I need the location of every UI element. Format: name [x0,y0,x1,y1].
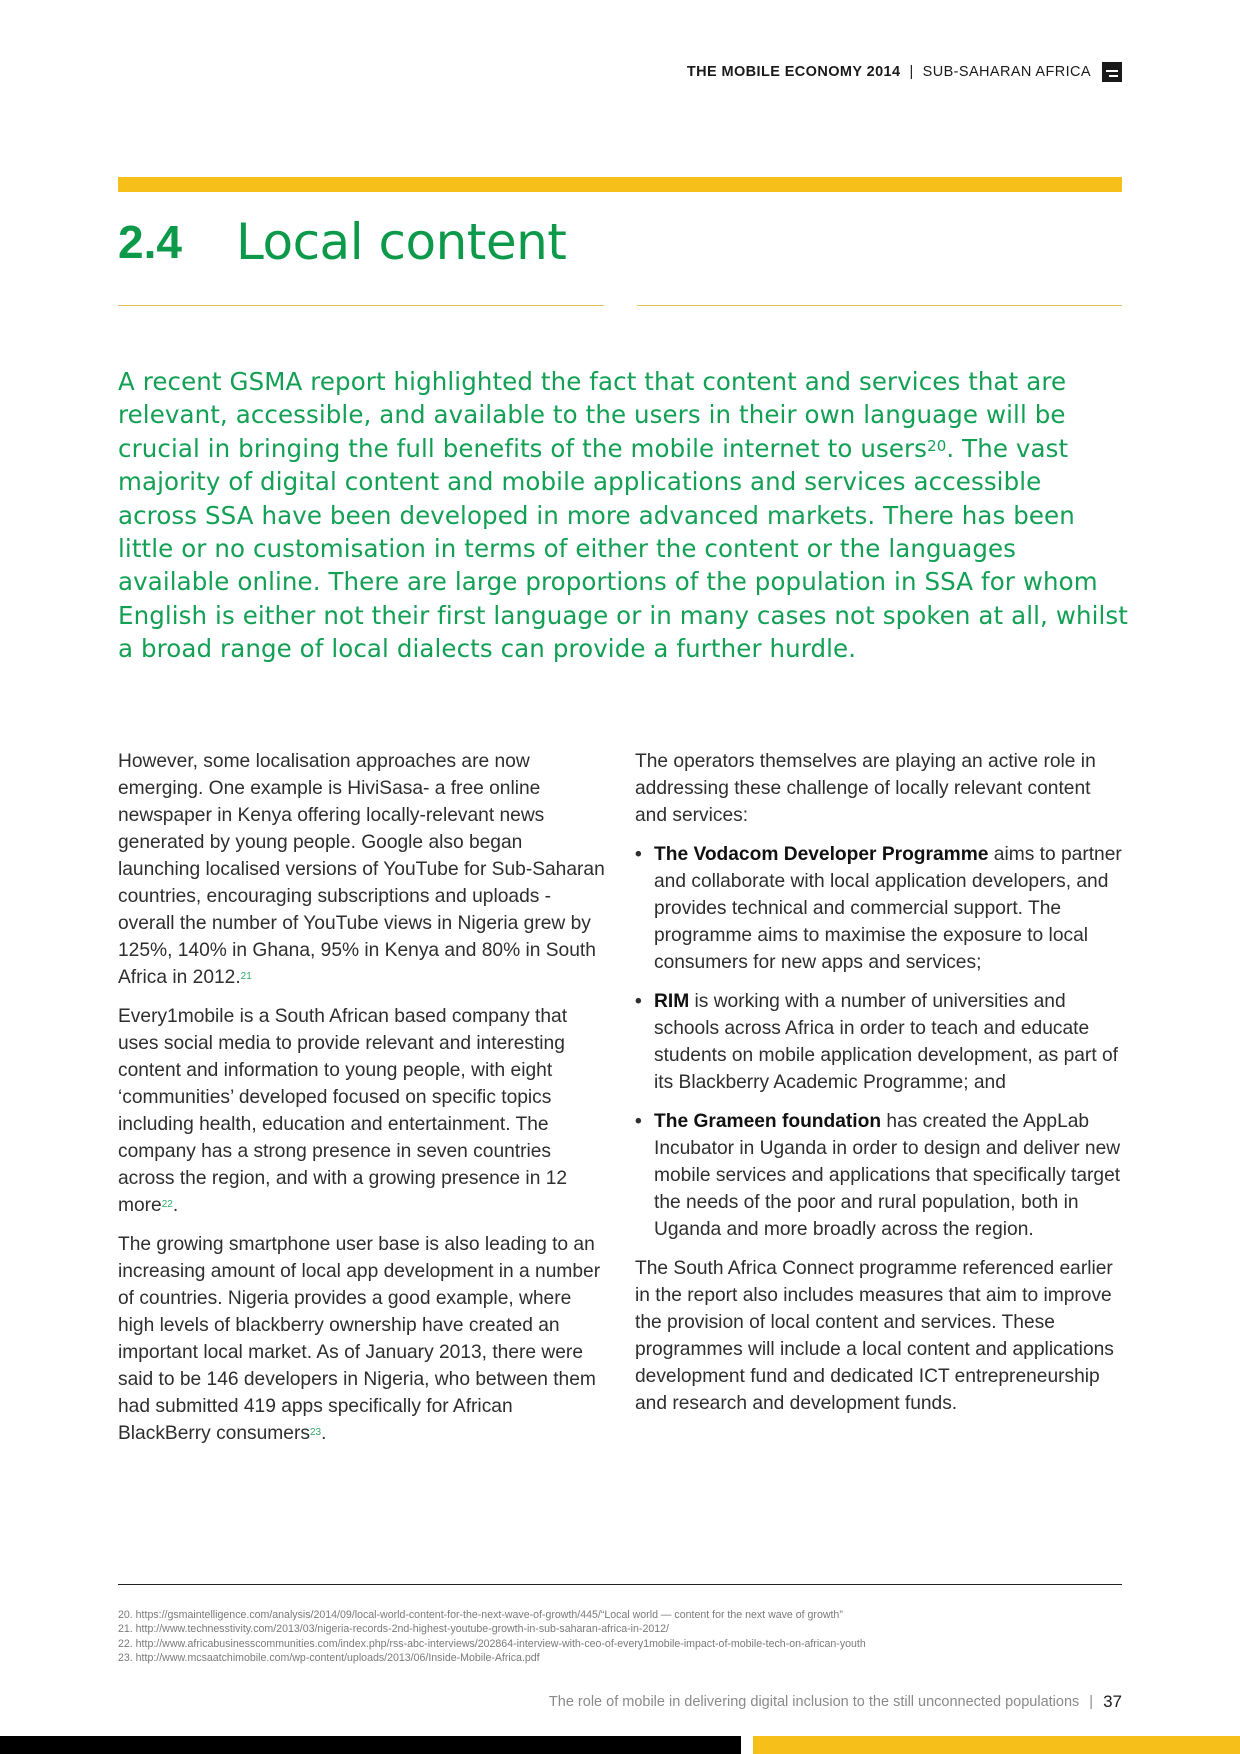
body-paragraph: However, some localisation approaches are now emerging. One example is HiviSasa- a free online newspaper in Kenya offering locally-relevant news generated by young people. Google also began launching localised versions of YouTube for Sub-Saharan countries, encouraging subscriptions and uploads - overall the number of YouTube views in Nigeria grew by 125%, 140% in Ghana, 95% in Kenya and 80% in South Africa in 2012.21 [118,751,605,988]
section-heading [118,212,566,272]
footnote-ref-20[interactable]: 20 [927,436,947,455]
footnote-22[interactable]: 22. http://www.africabusinesscommunities.com/index.php/rss-abc-interviews/202864-interview-with-ceo-of-every1mobile-impact-of-mobile-tech-on-african-youth [118,1637,866,1650]
gsma-logo-icon [1102,62,1122,82]
footnotes [118,1608,1122,1666]
page-number: 37 [1103,1692,1122,1711]
footnote-23[interactable]: 23. http://www.mcsaatchimobile.com/wp-content/uploads/2013/06/Inside-Mobile-Africa.pdf [118,1652,540,1665]
footnote-ref-21[interactable]: 21 [240,971,252,982]
footnote-ref-22[interactable]: 22 [161,1199,173,1210]
bullet-icon: • [635,991,642,1012]
footnote-20[interactable]: 20. https://gsmaintelligence.com/analysis/2014/09/local-world-content-for-the-next-wave-of-growth/445/“Local world — content for the next wave of growth” [118,1609,843,1621]
body-paragraph: The growing smartphone user base is also leading to an increasing amount of local app development in a number of countries. Nigeria provides a good example, where high levels of blackberry ownership have created an important local market. As of January 2013, there were said to be 146 developers in Nigeria, who between them had submitted 419 apps specifically for African BlackBerry consumers$^{23}$. [118,1234,601,1444]
list-item: • The Grameen foundation has created the AppLab Incubator in Uganda in order to design and deliver new mobile services and applications that specifically target the needs of the poor and rural population, both in Uganda and more broadly across the region. [635,1108,1127,1243]
footer-text: The role of mobile in delivering digital inclusion to the still unconnected populations [548,1694,1080,1710]
intro-paragraph: A recent GSMA report highlighted the fact that content and services that are relevant, accessible, and available to the users in their own language will be crucial in bringing the full benefits of the mobile internet to users$^{20}$. The vast majority of digital content and mobile applications and services accessible across SSA have been developed in more advanced markets. There has been little or no customisation in terms of either the content or the languages available online. There are large proportions of the population in SSA for whom English is either not their first language or in many cases not spoken at all, whilst a broad range of local dialects can provide a further hurdle. [118,367,1128,664]
body-paragraph: The South Africa Connect programme referenced earlier in the report also includes measures that aim to improve the provision of local content and services. These programmes will include a local content and applications development fund and dedicated ICT entrepreneurship and research and development funds. [635,1258,1114,1414]
list-item: • The Vodacom Developer Programme aims to partner and collaborate with local application developers, and provides technical and commercial support. The programme aims to maximise the exposure to local consumers for new apps and services; [635,841,1127,976]
footnote-ref-23[interactable]: 23 [309,1427,322,1438]
bullet-icon: • [635,844,642,865]
bullet-icon: • [635,1111,642,1132]
right-column [635,748,1127,1429]
footnote-21[interactable]: 21. http://www.technesstivity.com/2013/03/nigeria-records-2nd-highest-youtube-growth-in-sub-saharan-africa-in-2012/ [118,1623,669,1636]
body-paragraph: Every1mobile is a South African based company that uses social media to provide relevant and interesting content and information to young people, with eight ‘communities’ developed focused on specific topics including health, education and entertainment. The company has a strong presence in seven countries across the region, and with a growing presence in 12 more$^{22}$. [118,1006,568,1216]
page-footer [549,1692,1122,1712]
section-number: 2.4 [118,216,182,268]
bullet-list [635,841,1127,1243]
heading-divider-left [118,305,604,306]
footer-bar-black [0,1736,741,1754]
left-column [118,748,608,1459]
heading-divider-right [637,305,1122,306]
section-accent-bar [118,177,1122,192]
section-title: Local content [236,213,567,271]
list-item: • RIM is working with a number of universities and schools across Africa in order to teach and educate students on mobile application development, as part of its Blackberry Academic Programme; and [635,988,1127,1096]
footer-bar-yellow [753,1736,1240,1754]
header-separator: | [909,64,914,80]
footer-separator: | [1089,1694,1094,1710]
running-header [687,62,1122,82]
body-paragraph: The operators themselves are playing an active role in addressing these challenge of locally relevant content and services: [635,751,1096,826]
footnote-divider [118,1584,1122,1585]
region-label: SUB-SAHARAN AFRICA [922,64,1091,80]
publication-title: THE MOBILE ECONOMY 2014 [686,64,901,80]
